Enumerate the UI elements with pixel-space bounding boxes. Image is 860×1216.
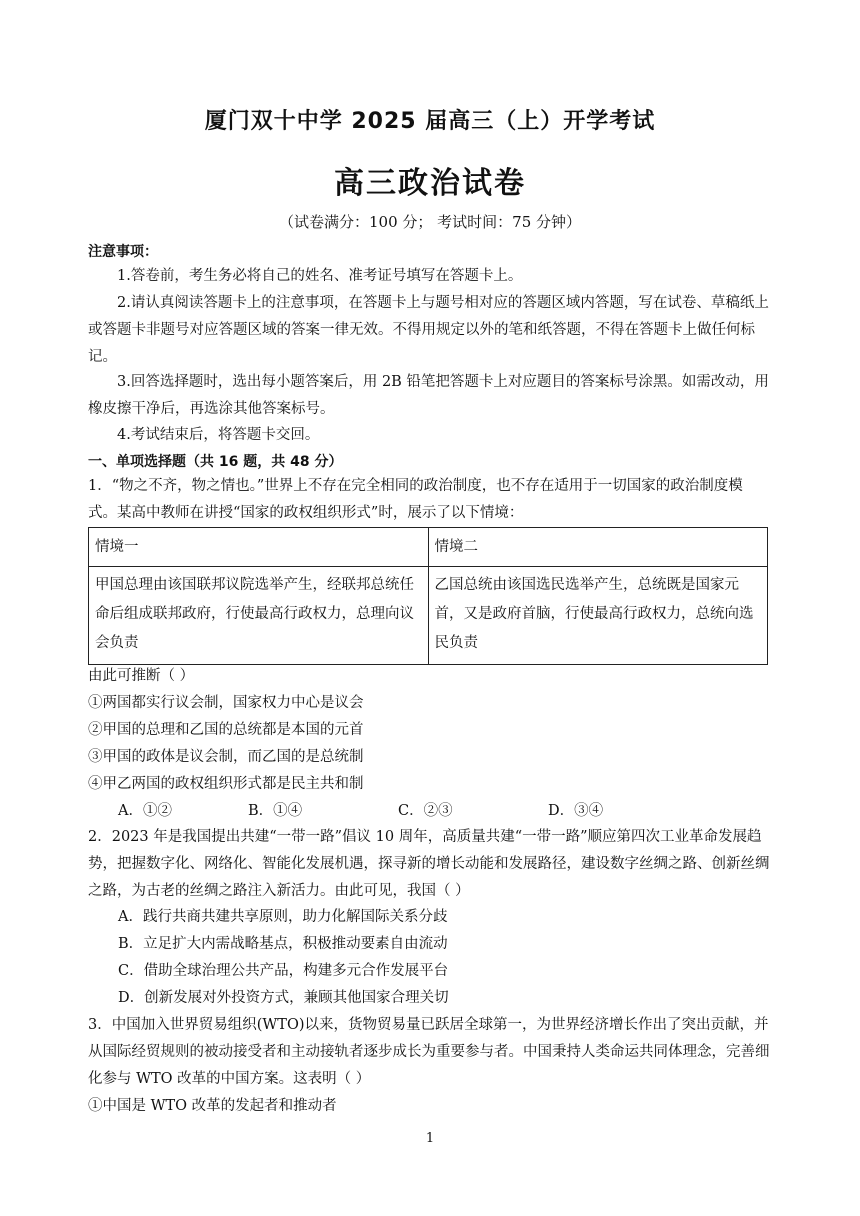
option-d[interactable]: D．创新发展对外投资方式，兼顾其他国家合理关切: [118, 990, 449, 1006]
exam-info: （试卷满分：100 分； 考试时间：75 分钟）: [278, 213, 582, 231]
option-d[interactable]: D．③④: [548, 803, 604, 819]
option-b[interactable]: B．立足扩大内需战略基点，积极推动要素自由流动: [118, 936, 448, 952]
question-stem: 2．2023 年是我国提出共建“一带一路”倡议 10 周年，高质量共建“一带一路”顺应第四次工业革命发展趋势，把握数字化、网络化、智能化发展机遇，探寻新的增长动能和发展路径，建设数字丝绸之路、创新丝绸之路，为古老的丝绸之路注入新活力。由此可见，我国（ ）: [88, 829, 770, 899]
note-item: 2.请认真阅读答题卡上的注意事项，在答题卡上与题号相对应的答题区域内答题，写在试卷、草稿纸上或答题卡非题号对应答题区域的答案一律无效。不得用规定以外的笔和纸答题，不得在答题卡上做任何标记。: [88, 295, 769, 365]
note-item: 4.考试结束后，将答题卡交回。: [117, 427, 320, 443]
table-cell: 乙国总统由该国选民选举产生，总统既是国家元首，又是政府首脑，行使最高行政权力，总统向选民负责: [428, 567, 768, 665]
question-stem: 3．中国加入世界贸易组织(WTO)以来，货物贸易量已跃居全球第一，为世界经济增长作出了突出贡献，并从国际经贸规则的被动接受者和主动接轨者逐步成长为重要参与者。中国秉持人类命运共同体理念，完善细化参与 WTO 改革的中国方案。这表明（ ）: [88, 1017, 770, 1087]
option-a[interactable]: A．践行共商共建共享原则，助力化解国际关系分歧: [118, 909, 448, 925]
option-a[interactable]: A．①②: [118, 803, 172, 819]
table-header-cell: 情境一: [89, 528, 429, 567]
table-cell: 甲国总理由该国联邦议院选举产生，经联邦总统任命后组成联邦政府，行使最高行政权力，总理向议会负责: [89, 567, 429, 665]
table-header-cell: 情境二: [428, 528, 768, 567]
option-c[interactable]: C．②③: [398, 803, 453, 819]
statement-item: ②甲国的总理和乙国的总统都是本国的元首: [88, 722, 364, 738]
question-stem: 1．“物之不齐，物之情也。”世界上不存在完全相同的政治制度，也不存在适用于一切国家的政治制度模式。某高中教师在讲授“国家的政权组织形式”时，展示了以下情境：: [88, 478, 743, 521]
statement-item: ①两国都实行议会制，国家权力中心是议会: [88, 695, 364, 711]
statement-item: ④甲乙两国的政权组织形式都是民主共和制: [88, 776, 364, 792]
option-b[interactable]: B．①④: [248, 803, 303, 819]
notes-title: 注意事项：: [88, 244, 158, 260]
option-c[interactable]: C．借助全球治理公共产品，构建多元合作发展平台: [118, 963, 449, 979]
school-exam-title: 厦门双十中学 2025 届高三（上）开学考试: [204, 109, 656, 134]
paper-title: 高三政治试卷: [334, 166, 526, 201]
note-item: 3.回答选择题时，选出每小题答案后，用 2B 铅笔把答题卡上对应题目的答案标号涂黑。如需改动，用橡皮擦干净后，再选涂其他答案标号。: [88, 374, 769, 417]
question-prompt: 由此可推断（ ）: [88, 668, 195, 684]
scenario-table: [88, 527, 768, 665]
section-title: 一、单项选择题（共 16 题，共 48 分）: [88, 454, 343, 470]
statement-item: ③甲国的政体是议会制，而乙国的是总统制: [88, 749, 364, 765]
statement-item: ①中国是 WTO 改革的发起者和推动者: [88, 1098, 337, 1114]
note-item: 1.答卷前，考生务必将自己的姓名、准考证号填写在答题卡上。: [117, 268, 523, 284]
page-number: 1: [425, 1131, 435, 1146]
